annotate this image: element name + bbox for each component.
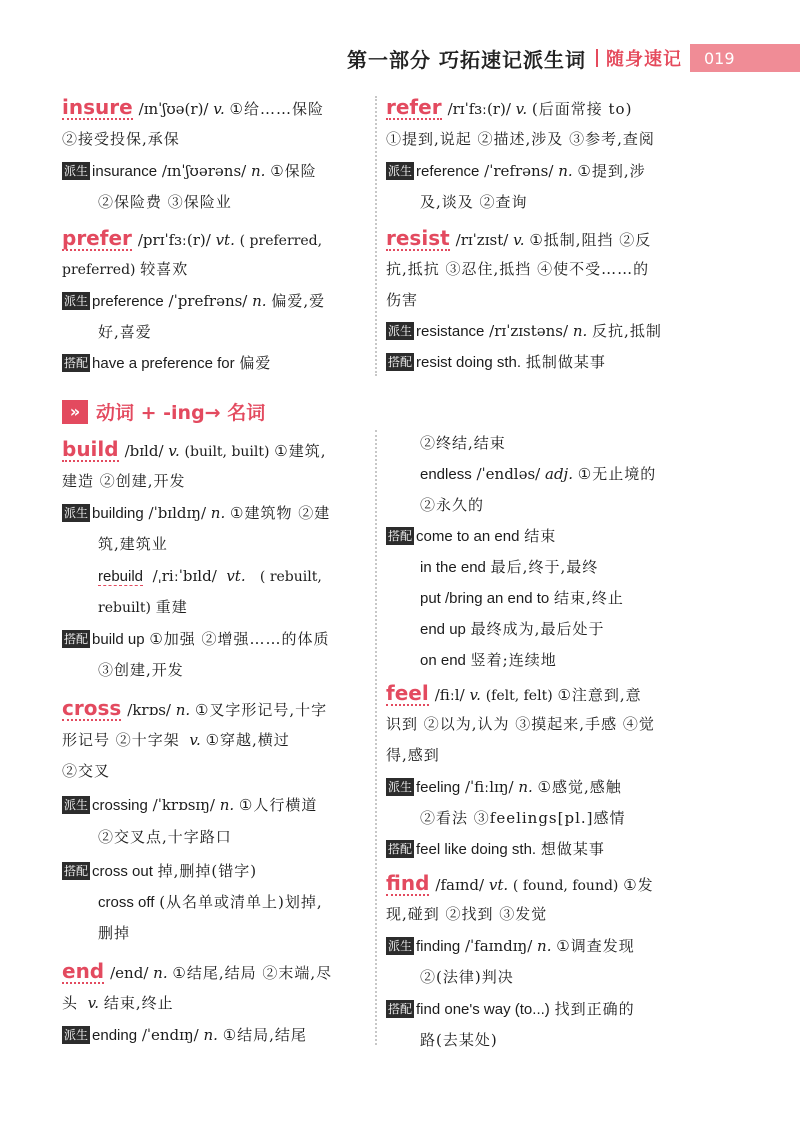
verb-forms: (felt, felt) xyxy=(485,688,553,704)
collocation: put /bring an end to xyxy=(420,590,550,607)
definition: ①抵制,阻挡 ②反 xyxy=(529,231,652,249)
headword: prefer xyxy=(62,226,132,250)
headword: refer xyxy=(386,95,442,119)
derived-word: finding xyxy=(416,938,461,955)
part-of-speech: v. xyxy=(189,731,201,749)
definition: ①叉字形记号,十字 xyxy=(194,701,328,719)
phonetic: /ˈfiːlɪŋ/ xyxy=(465,778,514,796)
collocation-resist-doing xyxy=(386,351,606,374)
definition: 偏爱,爱 xyxy=(271,292,326,310)
phonetic: /rɪˈzɪstəns/ xyxy=(489,322,569,340)
column-divider-bottom xyxy=(375,430,377,1045)
phonetic: /krɒs/ xyxy=(127,701,171,719)
verb-forms: ( found, found) xyxy=(512,878,619,894)
collocation-in-the-end xyxy=(420,556,598,579)
definition: 找到正确的 xyxy=(554,1000,635,1018)
column-divider-top xyxy=(375,96,377,376)
entry-prefer-line2 xyxy=(62,258,188,281)
entry-cross-line2 xyxy=(62,729,290,751)
definition: ①提到,涉 xyxy=(577,162,646,180)
definition: ①人行横道 xyxy=(238,796,318,814)
derived-word: building xyxy=(92,505,144,522)
definition-line: 伤害 xyxy=(386,291,419,309)
definition: 结束,终止 xyxy=(103,994,174,1012)
entry-feel-headline xyxy=(386,682,642,707)
verb-forms: preferred) xyxy=(62,262,136,278)
verb-forms: ( rebuilt, xyxy=(259,569,322,585)
part-of-speech: n. xyxy=(203,1026,218,1044)
derivative-finding xyxy=(386,935,635,958)
phonetic: /end/ xyxy=(110,964,149,982)
definition: 重建 xyxy=(155,598,188,616)
collocation-have-a-preference xyxy=(62,352,271,375)
collocate-tag: 搭配 xyxy=(64,864,89,878)
double-chevron-icon: » xyxy=(62,400,88,424)
definition-line: 得,感到 xyxy=(386,746,440,764)
collocate-tag: 搭配 xyxy=(388,529,413,543)
phonetic: /faɪnd/ xyxy=(435,876,485,894)
derive-tag: 派生 xyxy=(64,506,89,520)
definition: ①发 xyxy=(623,876,654,894)
phonetic: /rɪˈfɜː(r)/ xyxy=(447,100,511,118)
part-of-speech: n. xyxy=(219,796,235,814)
headword: end xyxy=(62,959,105,983)
derive-tag: 派生 xyxy=(64,294,89,308)
headword: find xyxy=(386,871,430,895)
collocation-build-up xyxy=(62,628,330,651)
verb-forms: (built, built) xyxy=(184,444,270,460)
definition-line: ②接受投保,承保 xyxy=(62,130,180,148)
collocation-come-to-an-end xyxy=(386,525,556,548)
definition: ①结尾,结局 ②末端,尽 xyxy=(172,964,333,982)
phonetic: /bɪld/ xyxy=(124,442,164,460)
entry-find-headline xyxy=(386,872,654,897)
derivative-rebuild xyxy=(98,565,322,588)
part-of-speech: n. xyxy=(210,504,226,522)
part-of-speech: adj. xyxy=(545,465,573,483)
collocation: find one's way (to...) xyxy=(416,1001,550,1018)
definition-line: 现,碰到 ②找到 ③发觉 xyxy=(386,905,548,923)
entry-cross-headline xyxy=(62,697,327,721)
section-title: 动词 + -ing→ 名词 xyxy=(96,402,266,424)
section-header xyxy=(62,398,265,425)
headword: resist xyxy=(386,226,450,250)
definition: (从名单或清单上)划掉, xyxy=(159,893,323,911)
entry-build-headline xyxy=(62,438,326,463)
definition: ①加强 ②增强……的体质 xyxy=(149,630,330,648)
part-of-speech: n. xyxy=(175,701,191,719)
phonetic: /ˈendɪŋ/ xyxy=(141,1026,199,1044)
definition: 竖着;连续地 xyxy=(470,651,557,669)
collocation: feel like doing sth. xyxy=(416,841,537,858)
derivative-building xyxy=(62,502,330,525)
derive-tag: 派生 xyxy=(388,324,413,338)
part-of-speech: vt. xyxy=(488,876,509,894)
definition-line: ②永久的 xyxy=(420,496,485,514)
part-of-speech: v. xyxy=(87,994,100,1012)
derived-word: reference xyxy=(416,163,480,180)
part-of-speech: n. xyxy=(518,778,533,796)
collocate-tag: 搭配 xyxy=(64,356,89,370)
derived-word: feeling xyxy=(416,779,461,796)
derive-tag: 派生 xyxy=(64,164,89,178)
definition-line: 及,谈及 ②查询 xyxy=(420,193,528,211)
header-subtitle: 随身速记 xyxy=(606,49,682,70)
definition-line: ①提到,说起 ②描述,涉及 ③参考,查阅 xyxy=(386,130,655,148)
phonetic: /ˈrefrəns/ xyxy=(484,162,554,180)
part-of-speech: vt. xyxy=(226,567,246,585)
collocation-on-end xyxy=(420,649,557,672)
definition: ①感觉,感触 xyxy=(537,778,622,796)
definition-line: 路(去某处) xyxy=(420,1031,498,1049)
phonetic: /ɪnˈʃʊərəns/ xyxy=(161,162,247,180)
definition: ①无止境的 xyxy=(577,465,657,483)
part-of-speech: n. xyxy=(250,162,266,180)
collocation-put-an-end-to xyxy=(420,587,624,610)
derivative-insurance xyxy=(62,160,317,183)
collocation: end up xyxy=(420,621,466,638)
derivative-crossing xyxy=(62,794,317,817)
definition: 想做某事 xyxy=(540,840,605,858)
part-of-speech: v. xyxy=(515,100,528,118)
verb-forms: rebuilt) xyxy=(98,600,151,616)
collocate-tag: 搭配 xyxy=(388,355,413,369)
derivative-resistance xyxy=(386,320,662,343)
part-of-speech: v. xyxy=(469,686,481,704)
phonetic: /prɪˈfɜː(r)/ xyxy=(137,231,211,249)
phonetic: /ˈfaɪndɪŋ/ xyxy=(465,937,533,955)
definition: 较喜欢 xyxy=(140,260,189,278)
entry-end-headline xyxy=(62,960,332,984)
definition: ①穿越,横过 xyxy=(205,731,290,749)
phonetic: /ˈbɪldɪŋ/ xyxy=(148,504,207,522)
collocation-cross-off xyxy=(98,891,323,914)
usage-note: (后面常接 to) xyxy=(531,100,633,118)
derived-word: resistance xyxy=(416,323,485,340)
entry-end-line2 xyxy=(62,992,174,1014)
derivative-preference xyxy=(62,290,325,313)
definition-line: 好,喜爱 xyxy=(98,323,152,341)
definition-line: 建造 ②创建,开发 xyxy=(62,472,186,490)
collocation-end-up xyxy=(420,618,604,641)
collocation: on end xyxy=(420,652,466,669)
definition: ①给……保险 xyxy=(229,100,324,118)
headword: build xyxy=(62,437,119,461)
definition: 反抗,抵制 xyxy=(592,322,662,340)
part-of-speech: n. xyxy=(572,322,588,340)
phonetic: /ˈprefrəns/ xyxy=(168,292,248,310)
collocation: cross off xyxy=(98,894,155,911)
part-of-speech: n. xyxy=(558,162,573,180)
collocate-tag: 搭配 xyxy=(64,632,89,646)
collocation-find-ones-way xyxy=(386,998,635,1021)
phonetic: /ˈendləs/ xyxy=(476,465,541,483)
collocate-tag: 搭配 xyxy=(388,842,413,856)
verb-forms: ( preferred, xyxy=(239,233,323,249)
derive-tag: 派生 xyxy=(388,780,413,794)
definition: ①调查发现 xyxy=(556,937,635,955)
phonetic: /rɪˈzɪst/ xyxy=(455,231,509,249)
collocation: have a preference for xyxy=(92,355,235,372)
entry-refer-headline xyxy=(386,96,632,120)
headword: feel xyxy=(386,681,429,705)
header-divider xyxy=(596,49,598,67)
entry-insure-headline xyxy=(62,96,324,120)
derive-tag: 派生 xyxy=(64,798,89,812)
definition-line: ②保险费 ③保险业 xyxy=(98,193,232,211)
collocation: resist doing sth. xyxy=(416,354,522,371)
derived-word: ending xyxy=(92,1027,138,1044)
definition: 偏爱 xyxy=(239,354,272,372)
part-of-speech: v. xyxy=(168,442,180,460)
derivative-rebuild-line2 xyxy=(98,596,188,619)
part-of-speech: v. xyxy=(213,100,225,118)
part-of-speech: n. xyxy=(537,937,552,955)
definition-line: ②交叉点,十字路口 xyxy=(98,828,232,846)
definition: 抵制做某事 xyxy=(525,353,606,371)
entry-prefer-headline xyxy=(62,227,322,252)
definition: 结束 xyxy=(524,527,557,545)
derived-word: preference xyxy=(92,293,164,310)
part-of-speech: n. xyxy=(252,292,267,310)
derived-word: endless xyxy=(420,466,472,483)
definition: 掉,删掉(错字) xyxy=(157,862,258,880)
derived-word: crossing xyxy=(92,797,148,814)
definition-line: ③创建,开发 xyxy=(98,661,184,679)
derivative-ending xyxy=(62,1024,307,1047)
definition-line: 抗,抵抗 ③忍住,抵挡 ④使不受……的 xyxy=(386,260,650,278)
definition-line: 删掉 xyxy=(98,924,131,942)
definition-line: ②(法律)判决 xyxy=(420,968,514,986)
derived-word: insurance xyxy=(92,163,158,180)
derivative-endless xyxy=(420,463,656,486)
phonetic: /ˈkrɒsɪŋ/ xyxy=(152,796,215,814)
definition: ①保险 xyxy=(270,162,317,180)
derive-tag: 派生 xyxy=(64,1028,89,1042)
part-of-speech: vt. xyxy=(215,231,235,249)
collocation: in the end xyxy=(420,559,486,576)
derivative-feeling xyxy=(386,776,622,799)
definition: 头 xyxy=(62,994,79,1012)
collocate-tag: 搭配 xyxy=(388,1002,413,1016)
definition: 形记号 ②十字架 xyxy=(62,731,180,749)
collocation-cross-out xyxy=(62,860,257,883)
collocation-feel-like xyxy=(386,838,605,861)
derive-tag: 派生 xyxy=(388,164,413,178)
collocation: cross out xyxy=(92,863,153,880)
collocation: build up xyxy=(92,631,145,648)
page-number: 019 xyxy=(690,44,800,72)
part-of-speech: n. xyxy=(153,964,168,982)
collocation: come to an end xyxy=(416,528,520,545)
definition-line: ②看法 ③feelings[pl.]感情 xyxy=(420,809,626,827)
definition: 最终成为,最后处于 xyxy=(470,620,605,638)
definition: ①建筑, xyxy=(274,442,327,460)
definition: 结束,终止 xyxy=(554,589,624,607)
derivative-reference xyxy=(386,160,646,183)
definition-line: 筑,建筑业 xyxy=(98,535,168,553)
definition-line: ②交叉 xyxy=(62,762,111,780)
header-part-title: 第一部分 巧拓速记派生词 xyxy=(347,47,586,72)
definition-line: 识到 ②以为,认为 ③摸起来,手感 ④觉 xyxy=(386,715,655,733)
derive-tag: 派生 xyxy=(388,939,413,953)
phonetic: /fiːl/ xyxy=(434,686,465,704)
entry-resist-headline xyxy=(386,227,651,251)
derived-word: rebuild xyxy=(98,568,144,585)
definition: 最后,终于,最终 xyxy=(490,558,599,576)
part-of-speech: v. xyxy=(513,231,525,249)
phonetic: /ˌriːˈbɪld/ xyxy=(152,567,217,585)
definition: ①注意到,意 xyxy=(557,686,642,704)
headword: cross xyxy=(62,696,122,720)
definition: ①结局,结尾 xyxy=(222,1026,307,1044)
definition: ①建筑物 ②建 xyxy=(230,504,331,522)
headword: insure xyxy=(62,95,133,119)
definition-line: ②终结,结束 xyxy=(420,434,506,452)
page-header xyxy=(347,38,800,78)
phonetic: /ɪnˈʃʊə(r)/ xyxy=(138,100,209,118)
